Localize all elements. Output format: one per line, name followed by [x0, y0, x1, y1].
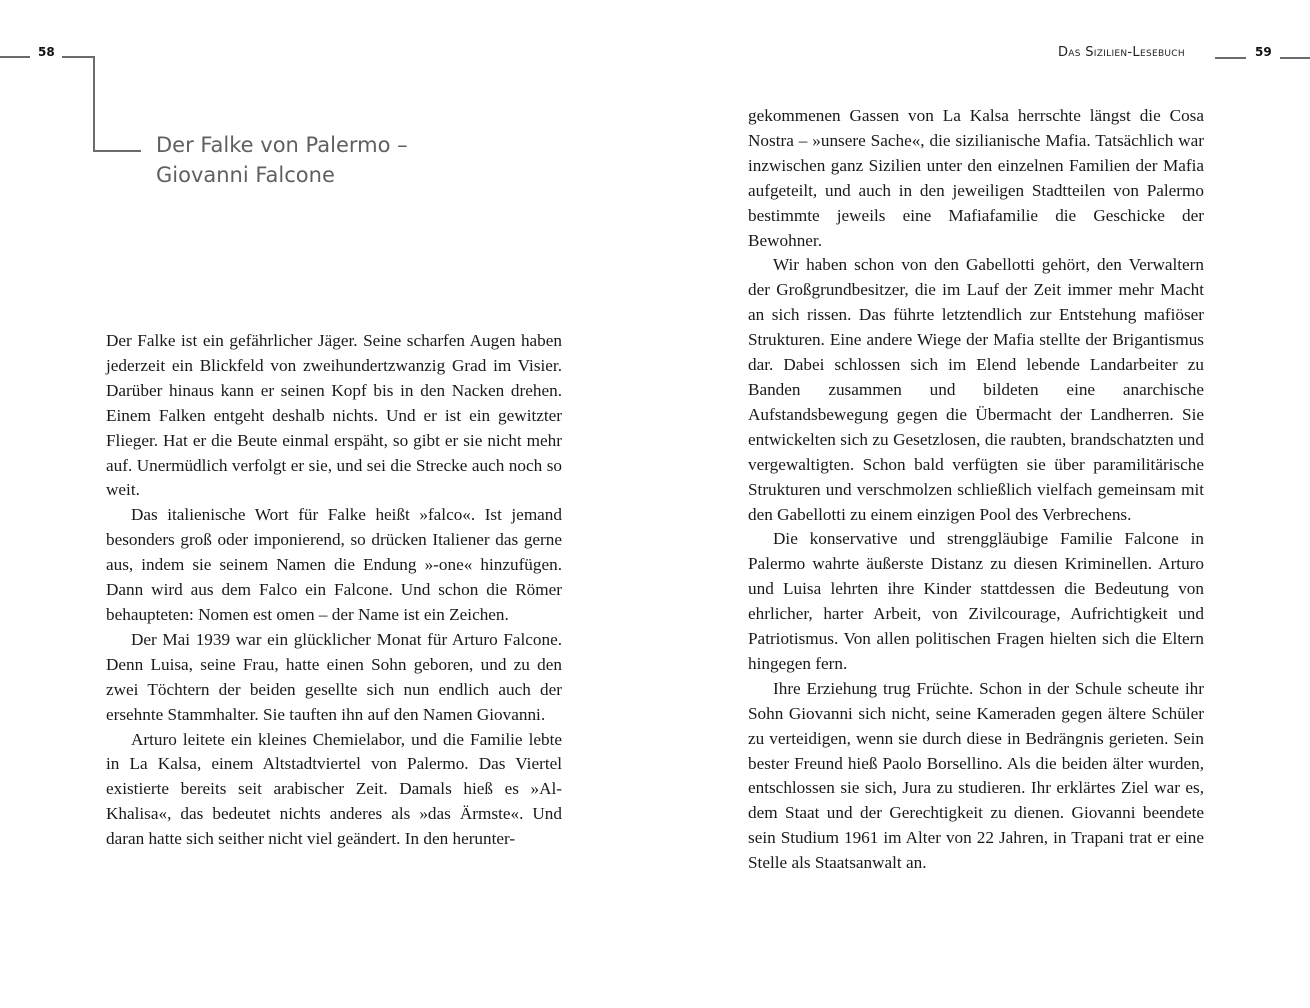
paragraph: Die konservative und strenggläubige Familie Falcone in Palermo wahrte äußerste Distanz zu diesen Kriminellen. Arturo und Luisa lehrten ihre Kinder stattdessen die Bedeutung von ehrlicher, harter Arbeit, von Zivilcourage, Aufrichtigkeit und Patriotismus. Von allen politischen Fragen hielten sich die Eltern hingegen fern. [748, 529, 1204, 673]
header-rule-right-inner [1215, 57, 1246, 59]
paragraph: Der Mai 1939 war ein glücklicher Monat für Arturo Falcone. Denn Luisa, seine Frau, hatte einen Sohn geboren, und zu den zwei Töchtern der beiden gesellte sich nun endlich auch der ersehnte Stammhalter. Sie tauften ihn auf den Namen Giovanni. [106, 629, 562, 724]
page-number-right: 59 [1255, 45, 1272, 59]
header-rule-right-outer [1280, 57, 1310, 59]
paragraph: Das italienische Wort für Falke heißt »falco«. Ist jemand besonders groß oder imponierend, so drücken Italiener das gerne aus, indem sie seinem Namen die Endung »-one« hinzufügen. Dann wird aus dem Falco ein Falcone. Und schon die Römer behaupteten: Nomen est omen – der Name ist ein Zeichen. [106, 505, 562, 624]
paragraph: Arturo leitete ein kleines Chemielabor, und die Familie lebte in La Kalsa, einem Altstadtviertel von Palermo. Das Viertel existierte bereits seit arabischer Zeit. Damals hieß es »Al-Khalisa«, das bedeutet nichts anderes als »das Ärmste«. Und daran hatte sich seither nicht viel geändert. In den herunter- [106, 729, 562, 849]
header-rule-left-outer [0, 56, 30, 58]
paragraph: Der Falke ist ein gefährlicher Jäger. Seine scharfen Augen haben jederzeit ein Blickfeld von zweihundertzwanzig Grad im Visier. Darüber hinaus kann er seinen Kopf bis in den Nacken drehen. Einem Falken entgeht deshalb nichts. Und er ist ein gewitzter Flieger. Hat er die Beute einmal erspäht, so gibt er sie nicht mehr auf. Unermüdlich verfolgt er sie, und sei die Strecke auch noch so weit. [106, 331, 562, 500]
chapter-title [156, 130, 408, 190]
header-rule-left-inner [62, 56, 94, 58]
title-bracket-vertical [93, 56, 95, 151]
title-bracket-horizontal [93, 150, 141, 152]
right-page-body [748, 104, 1204, 876]
paragraph: gekommenen Gassen von La Kalsa herrschte längst die Cosa Nostra – »unsere Sache«, die sizilianische Mafia. Tatsächlich war inzwischen ganz Sizilien unter den einzelnen Familien der Mafia aufgeteilt, und auch in den jeweiligen Stadtteilen von Palermo bestimmte jeweils eine Mafiafamilie die Geschicke der Bewohner. [748, 106, 1204, 250]
paragraph: Ihre Erziehung trug Früchte. Schon in der Schule scheute ihr Sohn Giovanni sich nicht, seine Kameraden gegen ältere Schüler zu verteidigen, wenn sie durch diese in Bedrängnis gerieten. Sein bester Freund hieß Paolo Borsellino. Als die beiden älter wurden, entschlossen sie sich, Jura zu studieren. Ihr erklärtes Ziel war es, dem Staat und der Gerechtigkeit zu dienen. Giovanni beendete sein Studium 1961 im Alter von 22 Jahren, in Trapani trat er eine Stelle als Staatsanwalt an. [748, 678, 1204, 873]
chapter-title-line-2: Giovanni Falcone [156, 163, 335, 187]
chapter-title-line-1: Der Falke von Palermo – [156, 133, 408, 157]
running-head: Das Sizilien-Lesebuch [1058, 45, 1185, 60]
page-number-left: 58 [38, 45, 55, 59]
paragraph: Wir haben schon von den Gabellotti gehört, den Verwaltern der Großgrundbesitzer, die im Lauf der Zeit immer mehr Macht an sich rissen. Das führte letztendlich zur Entstehung mafiöser Strukturen. Eine andere Wiege der Mafia stellte der Brigantismus dar. Dabei schlossen sich im Elend lebende Landarbeiter zu Banden zusammen und bildeten eine anarchische Aufstandsbewegung gegen die Übermacht der Landherren. Sie entwickelten sich zu Gesetzlosen, die raubten, brandschatzten und vergewaltigten. Schon bald verfügten sie über paramilitärische Strukturen und verschmolzen schließlich vielfach gemeinsam mit den Gabellotti zu einem einzigen Pool des Verbrechens. [748, 255, 1204, 524]
left-page-body [106, 329, 562, 852]
